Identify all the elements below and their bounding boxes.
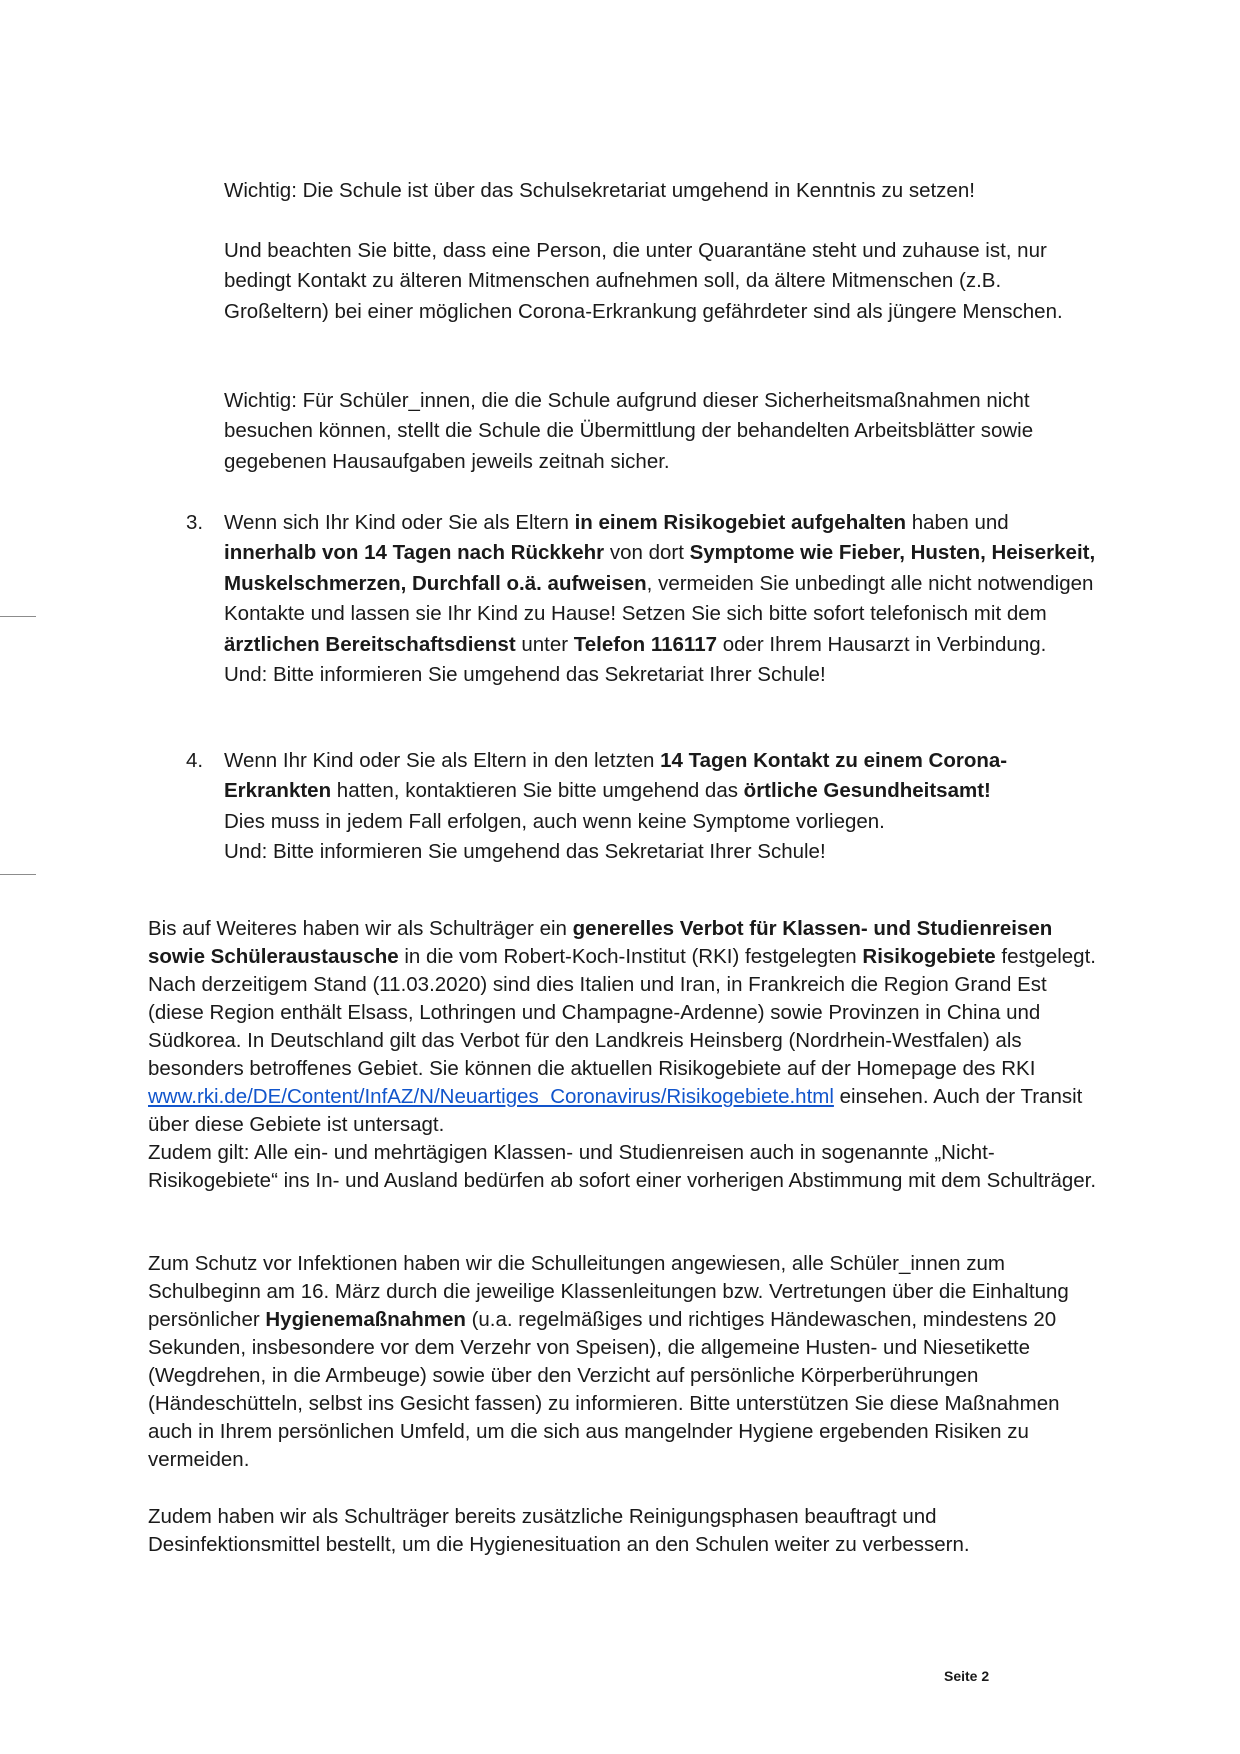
indented-paragraph-2: Und beachten Sie bitte, dass eine Person, die unter Quarantäne steht und zuhause ist, nur bedingt Kontakt zu älteren Mitmenschen aufnehmen soll, da ältere Mitmenschen (z.B. Großeltern) bei einer möglichen Corona-Erkrankung gefährdeter sind als jüngere Menschen. <box>224 239 1063 323</box>
list-item-3-note: Und: Bitte informieren Sie umgehend das Sekretariat Ihrer Schule! <box>224 663 826 687</box>
page-number: Seite 2 <box>944 1668 990 1684</box>
list-item-3 <box>186 508 1104 690</box>
margin-mark <box>0 616 36 617</box>
paragraph-hygiene: Zum Schutz vor Infektionen haben wir die Schulleitungen angewiesen, alle Schüler_innen zum Schulbeginn am 16. März durch die jeweilige Klassenleitungen bzw. Vertretungen über die Einhaltung persönlicher Hygienemaßnahmen (u.a. regelmäßiges und richtiges Händewaschen, mindestens 20 Sekunden, insbesondere vor dem Verzehr von Speisen), die allgemeine Husten- und Niesetikette (Wegdrehen, in die Armbeuge) sowie über den Verzicht auf persönliche Körperberührungen (Händeschütteln, selbst ins Gesicht fassen) zu informieren. Bitte unterstützen Sie diese Maßnahmen auch in Ihrem persönlichen Umfeld, um die sich aus mangelnder Hygiene ergebenden Risiken zu vermeiden. <box>148 1252 1069 1471</box>
list-item-4 <box>186 746 1104 868</box>
list-item-4-text: Wenn Ihr Kind oder Sie als Eltern in den letzten 14 Tagen Kontakt zu einem Corona-Erkrankten hatten, kontaktieren Sie bitte umgehend das örtliche Gesundheitsamt! <box>224 749 1008 803</box>
list-item-4-note: Und: Bitte informieren Sie umgehend das Sekretariat Ihrer Schule! <box>224 840 826 864</box>
list-item-4-line-2: Dies muss in jedem Fall erfolgen, auch wenn keine Symptome vorliegen. <box>224 809 885 833</box>
indented-paragraph-3: Wichtig: Für Schüler_innen, die die Schule aufgrund dieser Sicherheitsmaßnahmen nicht besuchen können, stellt die Schule die Übermittlung der behandelten Arbeitsblätter sowie gegebenen Hausaufgaben jeweils zeitnah sicher. <box>224 389 1034 473</box>
list-number: 4. <box>186 749 204 772</box>
margin-mark <box>0 874 36 875</box>
paragraph-travel-ban: Bis auf Weiteres haben wir als Schulträger ein generelles Verbot für Klassen- und Studienreisen sowie Schüleraustausche in die vom Robert-Koch-Institut (RKI) festgelegten Risikogebiete festgelegt. Nach derzeitigem Stand (11.03.2020) sind dies Italien und Iran, in Frankreich die Region Grand Est (diese Region enthält Elsass, Lothringen und Champagne-Ardenne) sowie Provinzen in China und Südkorea. In Deutschland gilt das Verbot für den Landkreis Heinsberg (Nordrhein-Westfalen) als besonders betroffenes Gebiet. Sie können die aktuellen Risikogebiete auf der Homepage des RKI www.rki.de/DE/Content/InfAZ/N/Neuartiges_Coronavirus/Risikogebiete.html einsehen. Auch der Transit über diese Gebiete ist untersagt. Zudem gilt: Alle ein- und mehrtägigen Klassen- und Studienreisen auch in sogenannte „Nicht-Risikogebiete“ ins In- und Ausland bedürfen ab sofort einer vorherigen Abstimmung mit dem Schulträger. <box>148 917 1097 1192</box>
list-number: 3. <box>186 511 204 534</box>
rki-risk-areas-link[interactable]: www.rki.de/DE/Content/InfAZ/N/Neuartiges_Coronavirus/Risikogebiete.html <box>148 1085 834 1108</box>
list-item-3-text: Wenn sich Ihr Kind oder Sie als Eltern in einem Risikogebiet aufgehalten haben und innerhalb von 14 Tagen nach Rückkehr von dort Symptome wie Fieber, Husten, Heiserkeit, Muskelschmerzen, Durchfall o.ä. aufweisen, vermeiden Sie unbedingt alle nicht notwendigen Kontakte und lassen sie Ihr Kind zu Hause! Setzen Sie sich bitte sofort telefonisch mit dem ärztlichen Bereitschaftsdienst unter Telefon 116117 oder Ihrem Hausarzt in Verbindung. <box>224 511 1096 656</box>
indented-paragraph-1: Wichtig: Die Schule ist über das Schulsekretariat umgehend in Kenntnis zu setzen! <box>224 179 975 202</box>
paragraph-cleaning: Zudem haben wir als Schulträger bereits zusätzliche Reinigungsphasen beauftragt und Desinfektionsmittel bestellt, um die Hygienesituation an den Schulen weiter zu verbessern. <box>148 1505 970 1556</box>
